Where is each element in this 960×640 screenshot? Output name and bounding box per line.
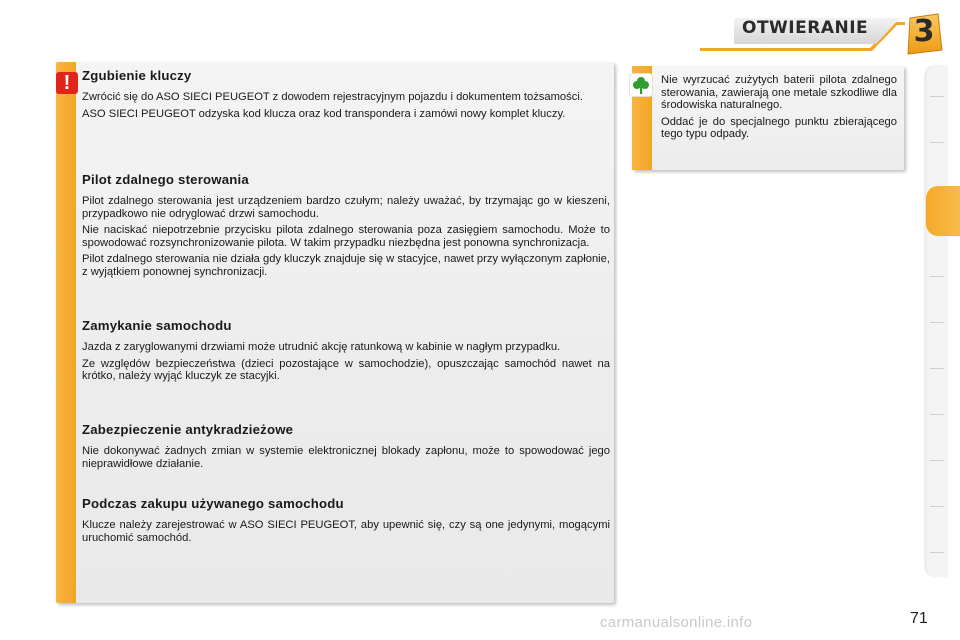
eco-paragraph: Oddać je do specjalnego punktu zbierającego tego typu odpady. <box>661 115 897 141</box>
exclamation-warning-icon: ! <box>56 72 78 94</box>
section-remote-control <box>82 172 610 283</box>
tab-divider <box>930 506 944 507</box>
section-paragraph: Pilot zdalnego sterowania jest urządzeniem bardzo czułym; należy uważać, by trzymając go w kieszeni, przypadkowo nie odryglować drzwi samochodu. <box>82 195 610 220</box>
tab-divider <box>930 276 944 277</box>
section-title: Zamykanie samochodu <box>82 318 232 333</box>
page-number: 71 <box>910 610 928 627</box>
tree-eco-icon <box>630 74 652 96</box>
tab-divider <box>930 368 944 369</box>
section-paragraph: ASO SIECI PEUGEOT odzyska kod klucza oraz kod transpondera i zamówi nowy komplet kluczy. <box>82 107 566 120</box>
section-title: Podczas zakupu używanego samochodu <box>82 496 344 511</box>
tab-divider <box>930 142 944 143</box>
tab-divider <box>930 552 944 553</box>
chapter-title: OTWIERANIE <box>742 18 869 38</box>
section-paragraph: Pilot zdalnego sterowania nie działa gdy kluczyk znajduje się w stacyjce, nawet przy wyłączonym zapłonie, z wyjątkiem ponownej synchronizacji. <box>82 253 610 278</box>
eco-note-text <box>661 74 897 145</box>
section-anti-theft <box>82 422 610 474</box>
tab-divider <box>930 96 944 97</box>
section-paragraph: Nie dokonywać żadnych zmian w systemie elektronicznej blokady zapłonu, może to spowodować jego nieprawidłowe działanie. <box>82 445 610 470</box>
section-title: Pilot zdalnego sterowania <box>82 172 249 187</box>
eco-paragraph: Nie wyrzucać zużytych baterii pilota zdalnego sterowania, zawierają one metale szkodliwe dla środowiska naturalnego. <box>661 74 897 112</box>
section-lost-keys <box>82 68 610 124</box>
section-title: Zabezpieczenie antykradzieżowe <box>82 422 294 437</box>
section-paragraph: Jazda z zaryglowanymi drzwiami może utrudnić akcję ratunkową w kabinie w nagłym przypadku. <box>82 341 561 353</box>
watermark-text: carmanualsonline.info <box>600 614 753 631</box>
chapter-number: 3 <box>913 14 935 49</box>
tab-divider <box>930 414 944 415</box>
section-paragraph: Ze względów bezpieczeństwa (dzieci pozostające w samochodzie), opuszczając samochód nawet na krótko, należy wyjąć kluczyk ze stacyjki. <box>82 357 610 383</box>
section-title: Zgubienie kluczy <box>82 68 192 83</box>
section-used-car <box>82 496 610 548</box>
tab-divider <box>930 460 944 461</box>
section-locking <box>82 318 610 387</box>
tab-divider <box>930 322 944 323</box>
chapter-tab-strip <box>926 66 948 576</box>
section-paragraph: Klucze należy zarejestrować w ASO SIECI PEUGEOT, aby upewnić się, czy są one jedynymi, mogącymi uruchomić samochód. <box>82 519 610 544</box>
section-paragraph: Nie naciskać niepotrzebnie przycisku pilota zdalnego sterowania poza zasięgiem samochodu. Może to spowodować rozsynchronizowanie pilota. W takim przypadku niezbędna jest ponowna synchronizacja. <box>82 224 610 249</box>
section-paragraph: Zwrócić się do ASO SIECI PEUGEOT z dowodem rejestracyjnym pojazdu i dokumentem tożsamości. <box>82 91 583 103</box>
chapter-tab-active[interactable] <box>926 186 960 236</box>
panel-accent-stripe <box>56 62 76 603</box>
